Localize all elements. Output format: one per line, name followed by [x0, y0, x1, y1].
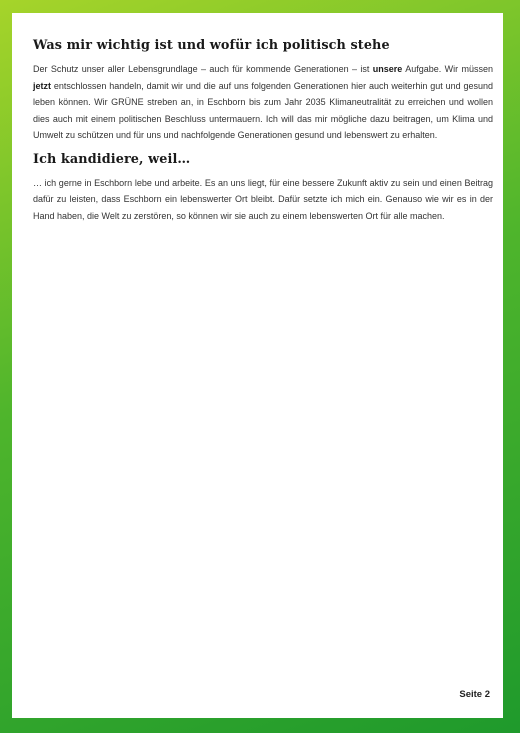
section-paragraph-candidacy: … ich gerne in Eschborn lebe und arbeite. Es an uns liegt, für eine bessere Zukunft aktiv zu sein und einen Beitrag dafür zu leisten, dass Eschborn ein lebenswerter Ort bleibt. Dafür setzte ich mich ein. Genauso wie wir es in der Hand haben, die Welt zu zerstören, so können wir sie auch zu einem lebenswerten Ort für alle machen.: [33, 177, 493, 221]
page-number: Seite 2: [459, 689, 490, 700]
paragraph-text-part: Der Schutz unser aller Lebensgrundlage – auch für kommende Generationen – ist: [33, 64, 373, 74]
document-content: [33, 38, 493, 224]
section-heading-political-goals: Was mir wichtig ist und wofür ich politisch stehe: [33, 38, 390, 53]
section-heading-candidacy: Ich kandidiere, weil…: [33, 151, 191, 167]
section-paragraph-political-goals: [33, 61, 493, 144]
paragraph-text-part: entschlossen handeln, damit wir und die auf uns folgenden Generationen hier auch weiterhin gut und gesund leben können. Wir GRÜNE streben an, in Eschborn bis zum Jahr 2035 Klimaneutralität zu erreichen und wollen dies auch mit einem politischen Beschluss untermauern. Ich will das mir mögliche dazu beitragen, um Klima und Umwelt zu schützen und für uns und nachfolgende Generationen gesund und lebenswert zu erhalten.: [33, 80, 493, 140]
paragraph-text-part: Aufgabe. Wir müssen: [402, 64, 493, 74]
document-sheet: [12, 13, 503, 718]
emphasis-unsere: unsere: [372, 64, 403, 74]
emphasis-jetzt: jetzt: [33, 80, 51, 91]
